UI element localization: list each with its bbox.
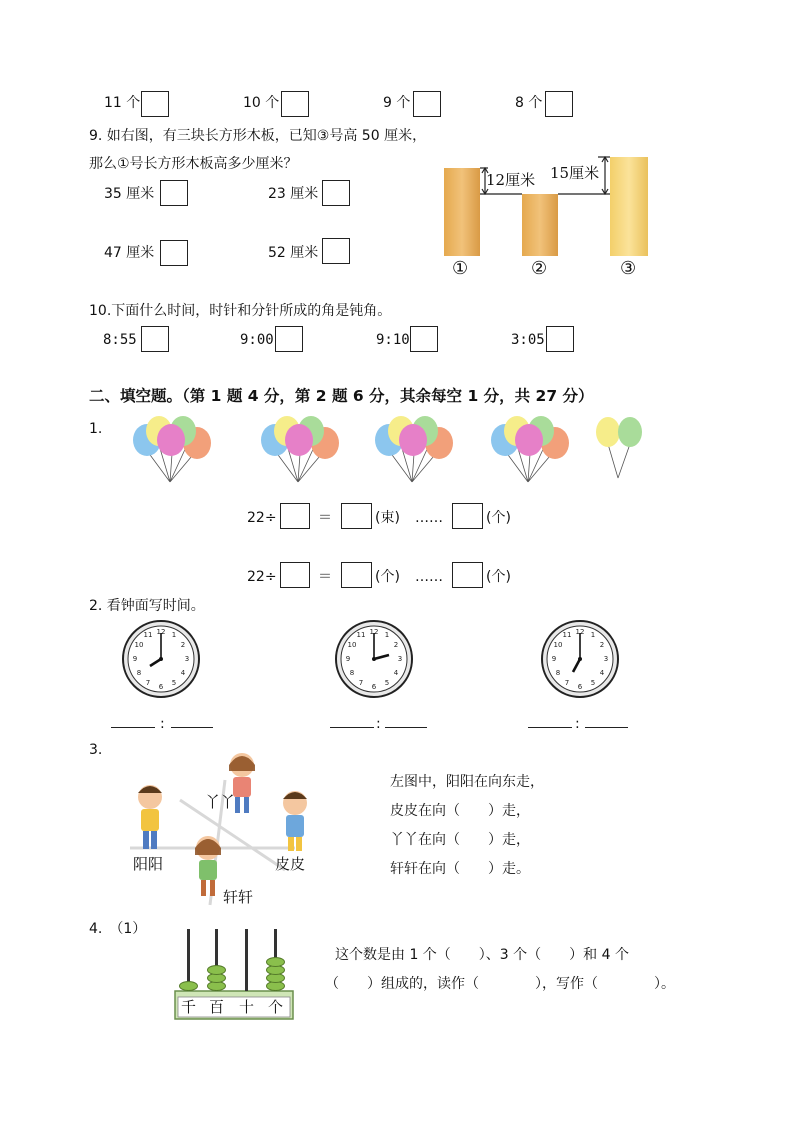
svg-text:4: 4 [180, 669, 186, 677]
clock2-hour-blank[interactable] [330, 727, 374, 728]
eq1-unit1: (束) [375, 510, 400, 526]
svg-text:1: 1 [384, 631, 390, 639]
fill3-line: 丫丫在向（ ）走， [390, 832, 530, 848]
balloon-bunch-icon [261, 416, 339, 482]
fill3-line: 皮皮在向（ ）走， [390, 803, 530, 819]
abacus-label-thousands: 千 [181, 998, 197, 1016]
q10-answer-box[interactable] [546, 326, 574, 352]
eq1-equals: ＝ [318, 510, 332, 526]
svg-text:2: 2 [393, 641, 399, 649]
svg-text:10: 10 [553, 641, 563, 649]
svg-text:7: 7 [564, 679, 570, 687]
label-yangyang: 阳阳 [133, 855, 164, 873]
board-number-1: ① [452, 258, 469, 279]
svg-text:4: 4 [599, 669, 605, 677]
svg-text:11: 11 [562, 631, 572, 639]
q8-option-text: 8 个 [515, 95, 543, 111]
balloon-bunch-icon [133, 416, 211, 482]
section-2-title: 二、填空题。（第 1 题 4 分，第 2 题 6 分，其余每空 1 分，共 27 分） [89, 387, 594, 405]
q8-answer-box[interactable] [545, 91, 573, 117]
svg-text:2: 2 [599, 641, 605, 649]
child-yangyang-icon [138, 785, 162, 849]
svg-text:2: 2 [180, 641, 186, 649]
eq2-dividend: 22÷ [247, 569, 277, 585]
fill4-line1: 这个数是由 1 个（ ）、3 个（ ）和 4 个 [335, 947, 629, 963]
eq2-remainder-box[interactable] [452, 562, 483, 588]
q9-question-line1: 9. 如右图，有三块长方形木板，已知③号高 50 厘米， [89, 128, 427, 144]
svg-text:9: 9 [132, 655, 138, 663]
balloon-bunches-illustration [125, 410, 665, 490]
q9-answer-box[interactable] [160, 180, 188, 206]
svg-text:10: 10 [347, 641, 357, 649]
q9-option-text: 47 厘米 [104, 245, 155, 261]
eq1-quotient-box[interactable] [341, 503, 372, 529]
clock3-colon: : [575, 716, 580, 732]
abacus-label-ones: 个 [268, 998, 284, 1016]
q8-option-text: 9 个 [383, 95, 411, 111]
q9-boards-figure [430, 150, 660, 285]
clock2-colon: : [376, 716, 381, 732]
eq2-unit1: (个) [375, 569, 400, 585]
svg-text:1: 1 [171, 631, 177, 639]
clock1-hour-blank[interactable] [111, 727, 155, 728]
q8-answer-box[interactable] [141, 91, 169, 117]
svg-text:6: 6 [158, 683, 164, 691]
eq1-dividend: 22÷ [247, 510, 277, 526]
svg-text:5: 5 [171, 679, 177, 687]
fill1-number: 1. [89, 421, 103, 437]
q10-option-text: 3:05 [511, 332, 545, 348]
q8-answer-box[interactable] [281, 91, 309, 117]
fill4-number: 4. （1） [89, 921, 147, 937]
child-xuanxuan-icon [195, 836, 221, 896]
q9-option-text: 23 厘米 [268, 186, 319, 202]
eq2-equals: ＝ [318, 569, 332, 585]
clock3-hour-blank[interactable] [528, 727, 572, 728]
svg-text:11: 11 [143, 631, 153, 639]
q10-option-text: 9:00 [240, 332, 274, 348]
eq1-remainder-box[interactable] [452, 503, 483, 529]
q10-answer-box[interactable] [141, 326, 169, 352]
svg-text:5: 5 [590, 679, 596, 687]
q10-option-text: 8:55 [103, 332, 137, 348]
q10-question: 10.下面什么时间，时针和分针所成的角是钝角。 [89, 303, 392, 319]
q10-answer-box[interactable] [275, 326, 303, 352]
board-label-12cm: 12厘米 [486, 171, 536, 189]
fill4-line2: （ ）组成的，读作（ ），写作（ ）。 [325, 976, 675, 992]
eq2-divisor-box[interactable] [280, 562, 310, 588]
q9-option-text: 35 厘米 [104, 186, 155, 202]
svg-text:7: 7 [358, 679, 364, 687]
svg-text:12: 12 [575, 628, 585, 636]
abacus-figure [172, 925, 297, 1023]
label-xuanxuan: 轩轩 [223, 888, 254, 906]
clock-icon [121, 619, 201, 699]
two-balloons-icon [596, 417, 642, 478]
eq2-dots: …… [415, 569, 443, 585]
svg-text:6: 6 [577, 683, 583, 691]
q8-option-text: 11 个 [104, 95, 141, 111]
svg-text:9: 9 [551, 655, 557, 663]
svg-text:3: 3 [603, 655, 609, 663]
fill3-line: 轩轩在向（ ）走。 [390, 861, 530, 877]
svg-text:1: 1 [590, 631, 596, 639]
svg-text:4: 4 [393, 669, 399, 677]
svg-text:11: 11 [356, 631, 366, 639]
clock-icon [540, 619, 620, 699]
board-number-3: ③ [620, 258, 637, 279]
clock1-minute-blank[interactable] [171, 727, 213, 728]
child-pipi-icon [283, 791, 307, 851]
fill2-title: 2. 看钟面写时间。 [89, 598, 205, 614]
eq1-unit2: (个) [486, 510, 511, 526]
eq2-quotient-box[interactable] [341, 562, 372, 588]
svg-text:7: 7 [145, 679, 151, 687]
q10-option-text: 9:10 [376, 332, 410, 348]
q8-answer-box[interactable] [413, 91, 441, 117]
clock2-minute-blank[interactable] [385, 727, 427, 728]
board-label-15cm: 15厘米 [550, 164, 600, 182]
label-yaya: 丫丫 [205, 793, 236, 811]
children-crossroads-figure [125, 745, 320, 910]
abacus-label-tens: 十 [239, 998, 255, 1016]
eq2-unit2: (个) [486, 569, 511, 585]
q9-question-line2: 那么①号长方形木板高多少厘米？ [89, 156, 298, 172]
abacus-label-hundreds: 百 [209, 998, 225, 1016]
q9-answer-box[interactable] [322, 238, 350, 264]
svg-text:12: 12 [156, 628, 166, 636]
clock3-minute-blank[interactable] [585, 727, 628, 728]
label-pipi: 皮皮 [275, 855, 306, 873]
svg-text:9: 9 [345, 655, 351, 663]
clock1-colon: : [160, 716, 165, 732]
q10-answer-box[interactable] [410, 326, 438, 352]
q9-option-text: 52 厘米 [268, 245, 319, 261]
eq1-divisor-box[interactable] [280, 503, 310, 529]
balloon-bunch-icon [375, 416, 453, 482]
q8-option-text: 10 个 [243, 95, 280, 111]
eq1-dots: …… [415, 510, 443, 526]
crossroads-illustration [125, 745, 320, 910]
svg-text:8: 8 [555, 669, 561, 677]
svg-text:10: 10 [134, 641, 144, 649]
clock-icon [334, 619, 414, 699]
balloon-bunch-icon [491, 416, 569, 482]
fill3-number: 3. [89, 742, 103, 758]
svg-text:3: 3 [397, 655, 403, 663]
svg-text:6: 6 [371, 683, 377, 691]
svg-text:8: 8 [136, 669, 142, 677]
svg-text:5: 5 [384, 679, 390, 687]
svg-text:12: 12 [369, 628, 379, 636]
fill3-line: 左图中，阳阳在向东走， [390, 774, 544, 790]
svg-text:8: 8 [349, 669, 355, 677]
q9-answer-box[interactable] [160, 240, 188, 266]
board-number-2: ② [531, 258, 548, 279]
q9-answer-box[interactable] [322, 180, 350, 206]
svg-text:3: 3 [184, 655, 190, 663]
